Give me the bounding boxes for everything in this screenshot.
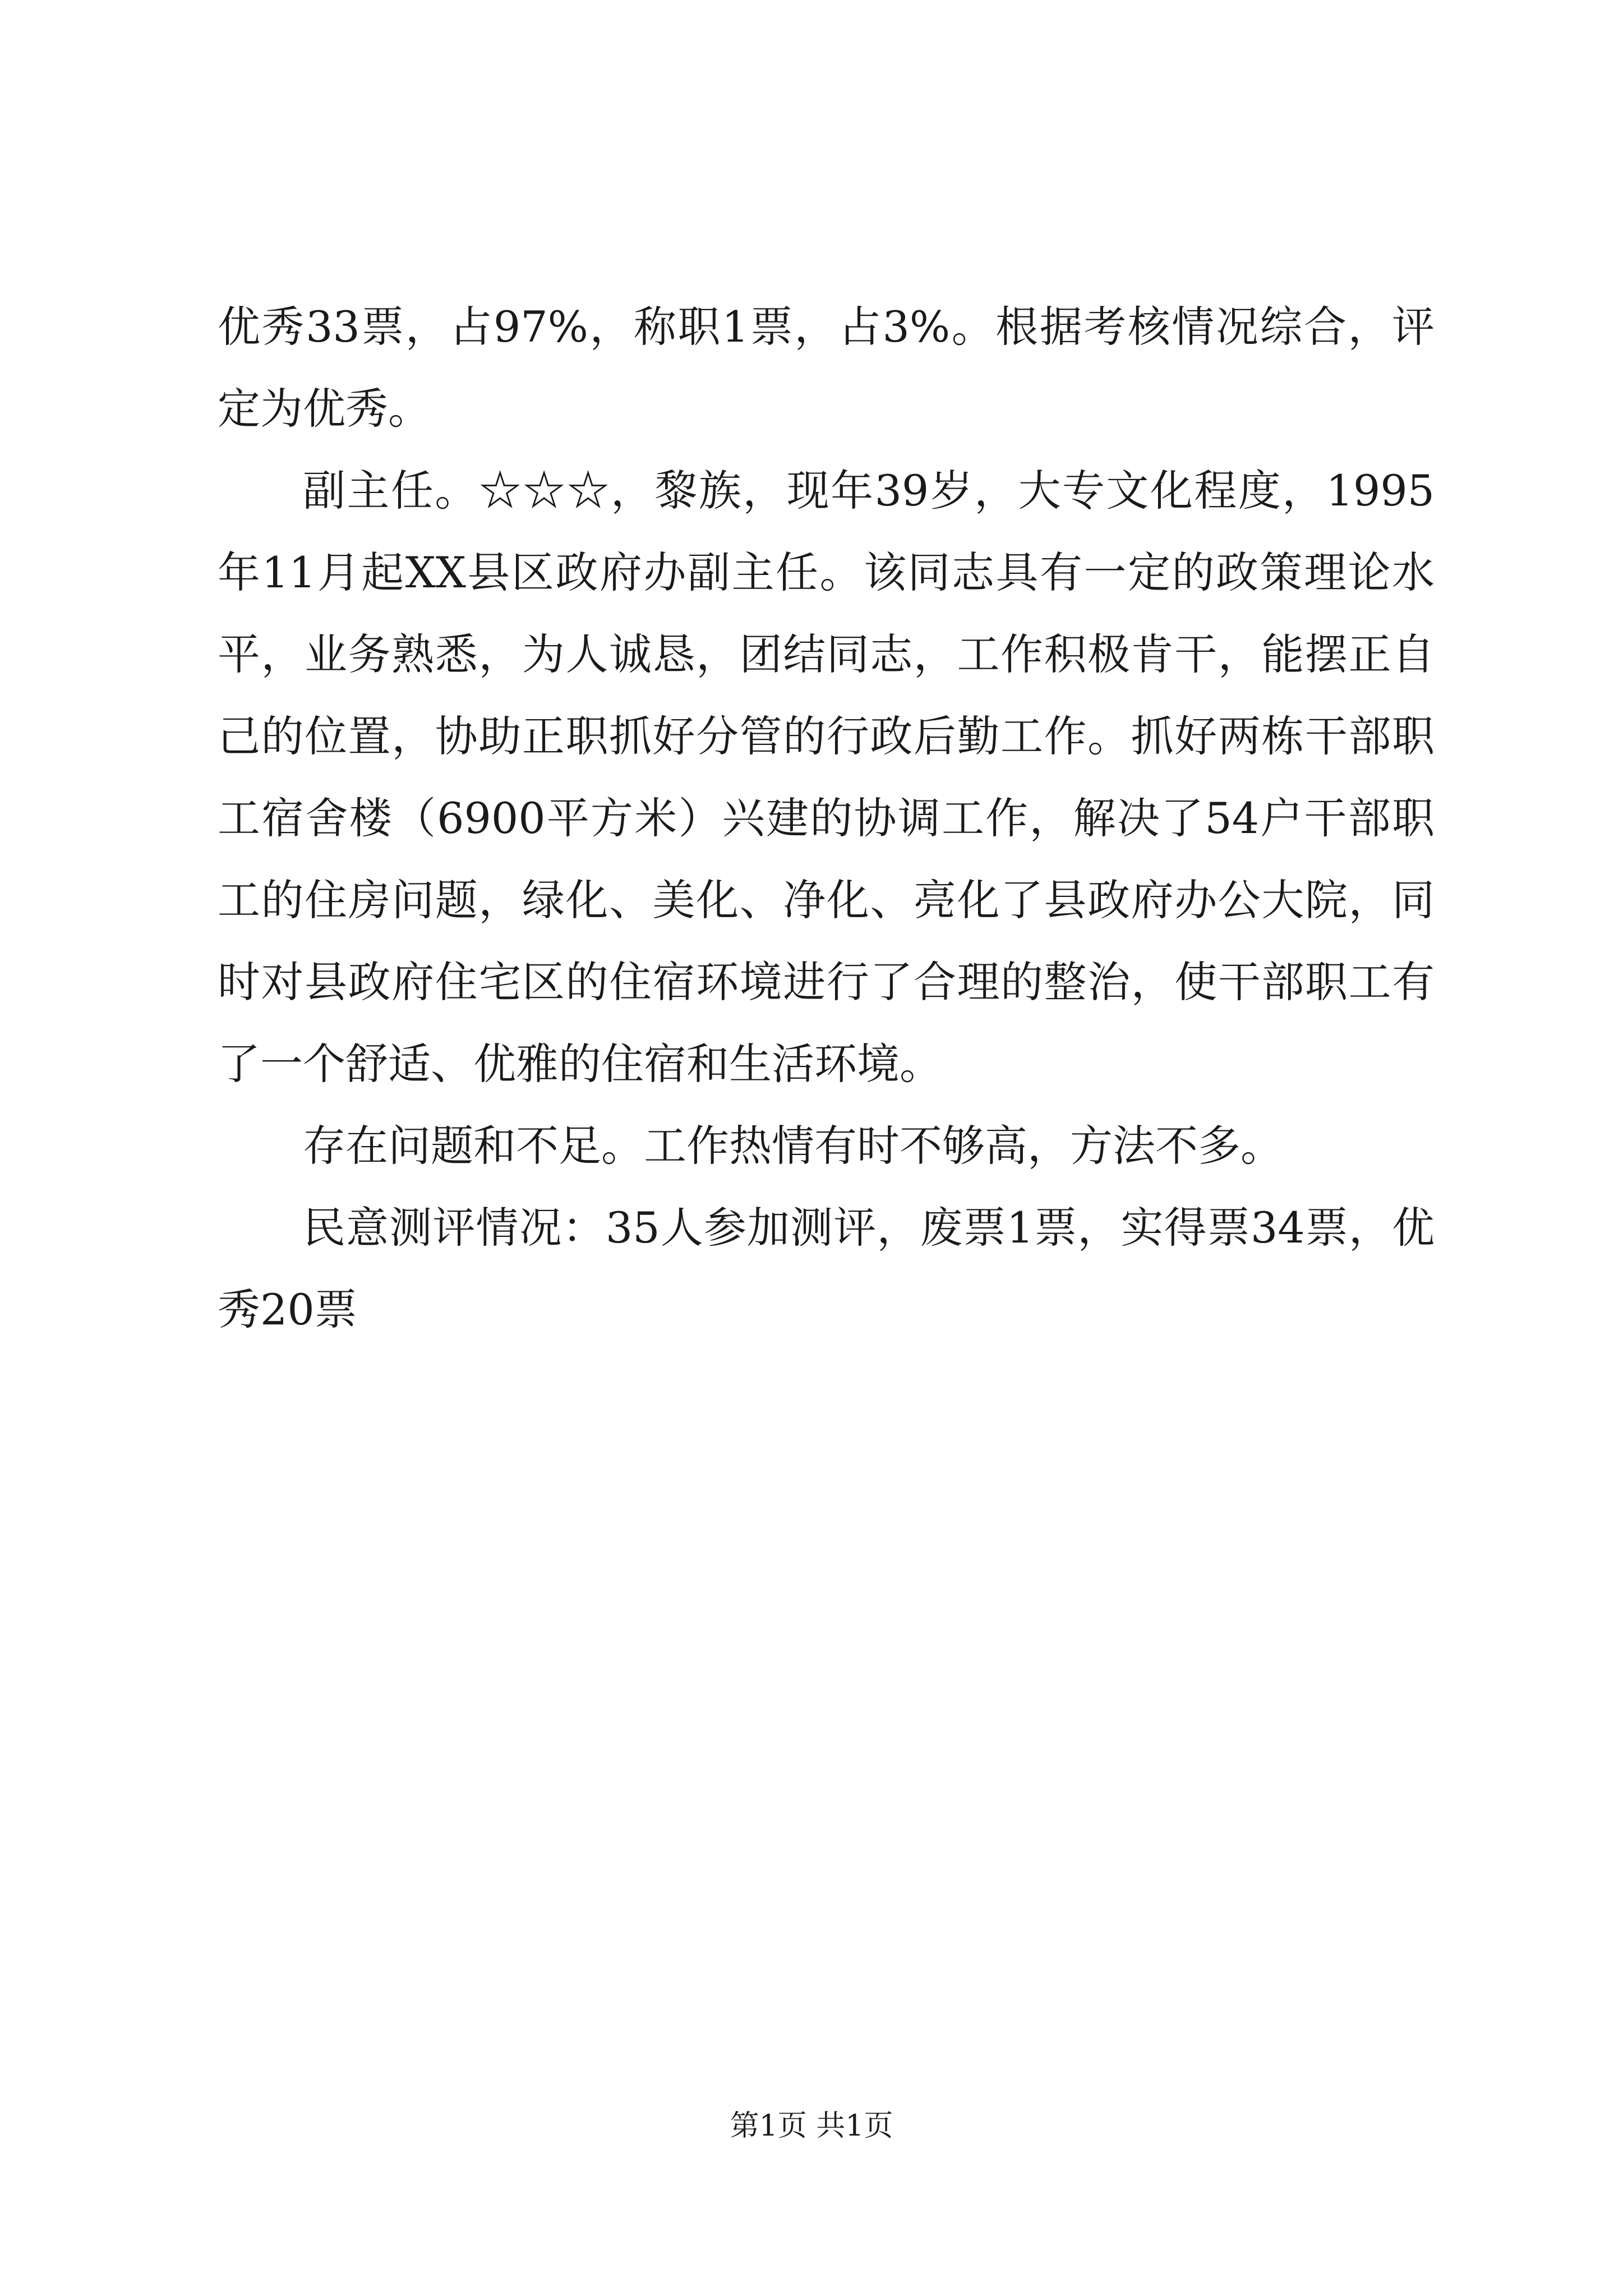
paragraph-vote-result: 优秀33票，占97%，称职1票，占3%。根据考核情况综合，评定为优秀。: [218, 302, 1435, 434]
paragraph-deputy-director: 副主任。☆☆☆，黎族，现年39岁，大专文化程度，1995年11月起XX县区政府办副主任。该同志具有一定的政策理论水平，业务熟悉，为人诚恳，团结同志，工作积极肯干，能摆正自己的位置，协助正职抓好分管的行政后勤工作。抓好两栋干部职工宿舍楼（6900平方米）兴建的协调工作，解决了54户干部职工的住房问题，绿化、美化、净化、亮化了县政府办公大院，同时对县政府住宅区的住宿环境进行了合理的整治，使干部职工有了一个舒适、优雅的住宿和生活环境。: [218, 466, 1435, 1089]
page-number-footer: 第1页 共1页: [730, 2109, 893, 2143]
paragraph-problems: 存在问题和不足。工作热情有时不够高，方法不多。: [303, 1121, 1283, 1171]
document-body: [218, 286, 1435, 1351]
paragraph-public-opinion: 民意测评情况：35人参加测评，废票1票，实得票34票，优秀20票: [218, 1203, 1435, 1335]
